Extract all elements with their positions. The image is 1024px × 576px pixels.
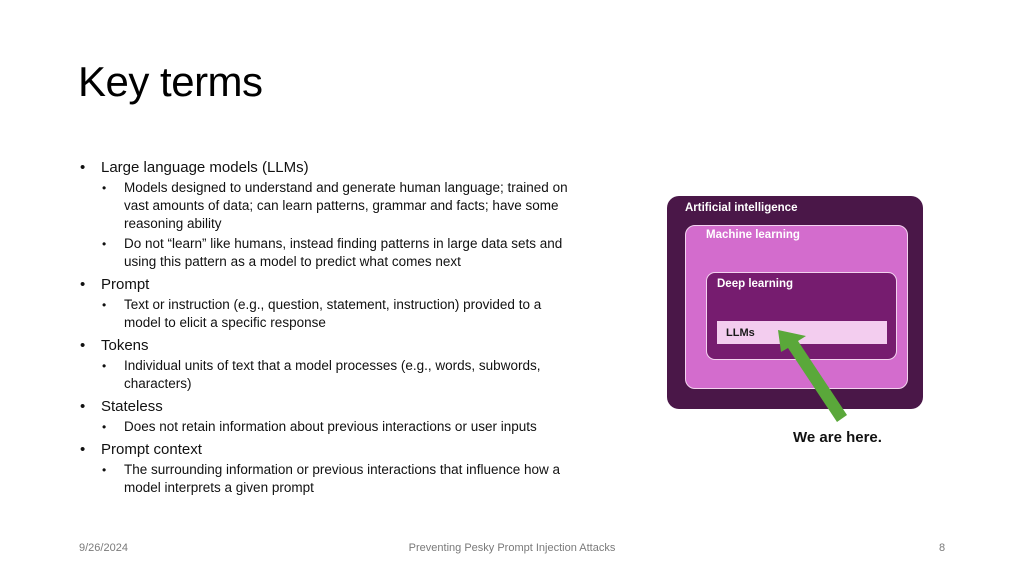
llm-label: LLMs (726, 327, 755, 339)
bullet-stateless: • Stateless (80, 397, 580, 416)
sub-bullet: • Text or instruction (e.g., question, statement, instruction) provided to a model to elicit a specific response (80, 296, 580, 332)
sub-bullet: • Does not retain information about previous interactions or user inputs (80, 418, 580, 436)
bullet-prompt: • Prompt (80, 275, 580, 294)
bullet-llms: • Large language models (LLMs) (80, 158, 580, 177)
pointer-arrow-icon (770, 322, 860, 427)
sub-bullet: • The surrounding information or previous interactions that influence how a model interprets a given prompt (80, 461, 580, 497)
footer-presentation-title: Preventing Pesky Prompt Injection Attacks (408, 542, 616, 554)
footer-page-number: 8 (939, 542, 946, 554)
bullet-prompt-context: • Prompt context (80, 440, 580, 459)
sub-bullet: • Do not “learn” like humans, instead finding patterns in large data sets and using this pattern as a model to predict what comes next (80, 235, 580, 271)
dl-label: Deep learning (717, 278, 794, 290)
bullet-tokens: • Tokens (80, 336, 580, 355)
sub-bullet: • Models designed to understand and generate human language; trained on vast amounts of data; can learn patterns, grammar and facts; have some reasoning ability (80, 179, 580, 233)
sub-bullet: • Individual units of text that a model processes (e.g., words, subwords, characters) (80, 357, 580, 393)
pointer-arrow-shape (778, 330, 847, 422)
footer-date: 9/26/2024 (79, 542, 128, 554)
ai-label: Artificial intelligence (685, 202, 798, 214)
ml-label: Machine learning (706, 229, 800, 241)
bullet-list (80, 158, 580, 501)
slide-title: Key terms (78, 58, 263, 105)
pointer-caption: We are here. (793, 429, 882, 446)
